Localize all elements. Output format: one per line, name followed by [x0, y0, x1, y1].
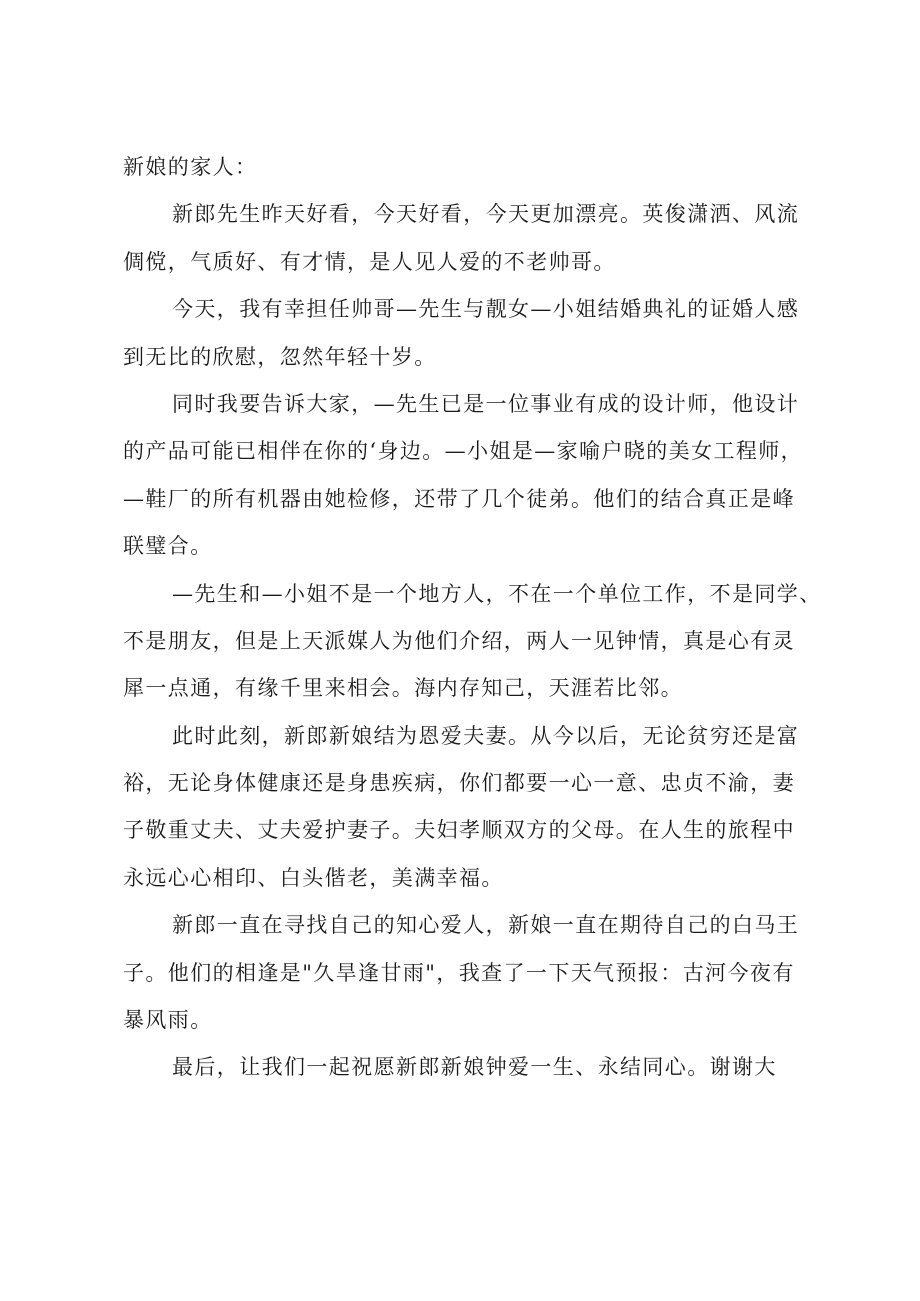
- paragraph-line: 新郎一直在寻找自己的知心爱人，新娘一直在期待自己的白马王: [172, 913, 800, 938]
- salutation: 新娘的家人：: [123, 155, 258, 179]
- document-body: [123, 155, 833, 1103]
- paragraph-line: 子敬重丈夫、丈夫爱护妻子。夫妇孝顺双方的父母。在人生的旅程中: [123, 818, 795, 843]
- paragraph-line: —先生和—小姐不是一个地方人，不在一个单位工作，不是同学、: [172, 581, 822, 606]
- paragraph-line: 裕，无论身体健康还是身患疾病，你们都要一心一意、忠贞不渝，妻: [123, 771, 795, 796]
- paragraph-line: 的产品可能已相伴在你的‘身边。—小姐是—家喻户晓的美女工程师，: [123, 439, 804, 464]
- paragraph-line: 最后，让我们一起祝愿新郎新娘钟爱一生、永结同心。谢谢大: [172, 1055, 777, 1080]
- paragraph-line: 子。他们的相逢是"久旱逢甘雨"，我查了一下天气预报：古河今夜有: [123, 960, 795, 985]
- paragraph-line: 今天，我有幸担任帅哥—先生与靓女—小姐结婚典礼的证婚人感: [172, 297, 800, 322]
- paragraph-line: 不是朋友，但是上天派媒人为他们介绍，两人一见钟情，真是心有灵: [123, 628, 795, 653]
- paragraph-line: 新郎先生昨天好看，今天好看，今天更加漂亮。英俊潇洒、风流: [172, 202, 800, 227]
- paragraph-line: 犀一点通，有缘千里来相会。海内存知己，天涯若比邻。: [123, 676, 683, 701]
- paragraph-line: 同时我要告诉大家，—先生已是一位事业有成的设计师，他设计: [172, 391, 800, 416]
- paragraph-line: 永远心心相印、白头偕老，美满幸福。: [123, 865, 504, 890]
- paragraph-line: 倜傥，气质好、有才情，是人见人爱的不老帅哥。: [123, 249, 616, 274]
- paragraph-line: 联璧合。: [123, 534, 213, 559]
- paragraph-line: 到无比的欣慰，忽然年轻十岁。: [123, 344, 437, 369]
- paragraph-line: —鞋厂的所有机器由她检修，还带了几个徒弟。他们的结合真正是峰: [123, 486, 795, 511]
- paragraph-line: 暴风雨。: [123, 1008, 213, 1033]
- paragraph-line: 此时此刻，新郎新娘结为恩爱夫妻。从今以后，无论贫穷还是富: [172, 723, 800, 748]
